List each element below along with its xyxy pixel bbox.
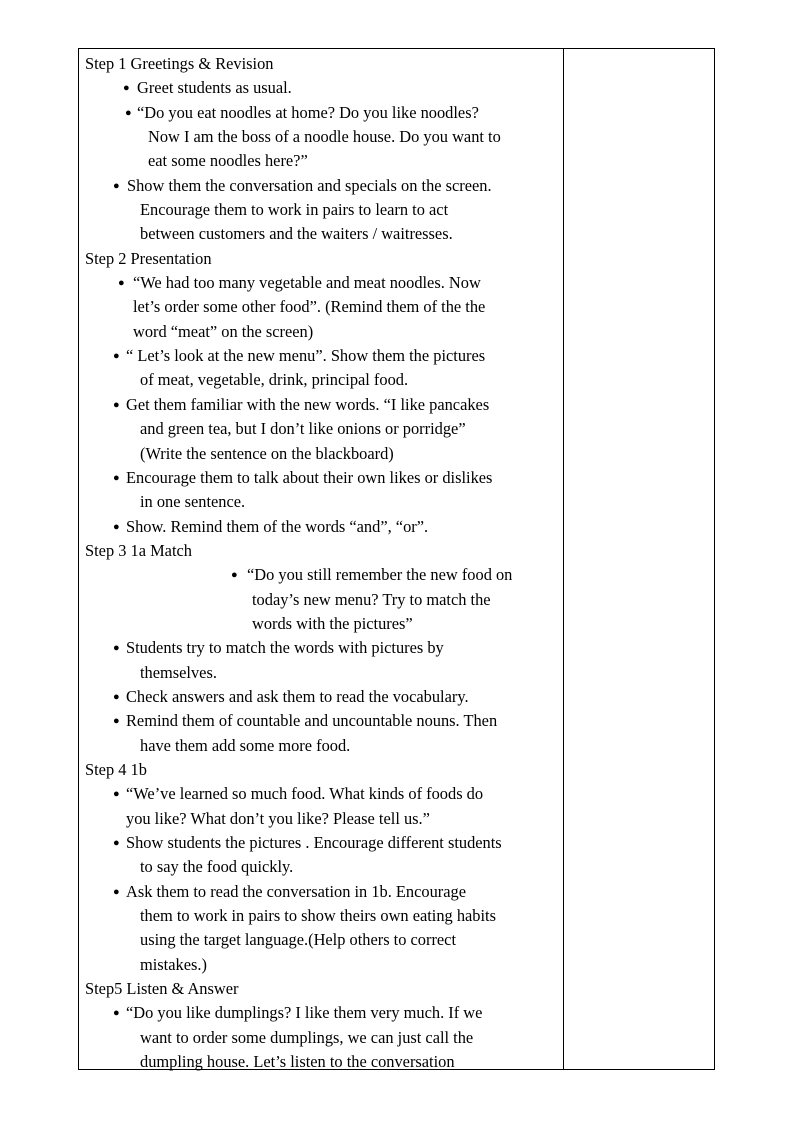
bullet-text: Ask them to read the conversation in 1b. Encourage (126, 881, 467, 901)
bullet-icon: ● (113, 520, 120, 533)
bullet-text: eat some noodles here?” (148, 151, 308, 171)
continuation-line (85, 295, 559, 319)
bullet-line (85, 563, 559, 587)
bullet-text: Now I am the boss of a noodle house. Do you want to (148, 127, 501, 147)
continuation-line (85, 588, 559, 612)
bullet-text: let’s order some other food”. (Remind them of the the (133, 297, 486, 317)
bullet-text: Encourage them to work in pairs to learn to act (140, 200, 449, 220)
step-title: Step5 Listen & Answer (85, 979, 239, 999)
step-title: Step 3 1a Match (85, 540, 192, 560)
bullet-text: Show. Remind them of the words “and”, “or”. (126, 516, 429, 536)
bullet-text: “Do you eat noodles at home? Do you like noodles? (137, 102, 479, 122)
bullet-icon: ● (113, 837, 120, 849)
bullet-text: you like? What don’t you like? Please tell us.” (126, 808, 430, 828)
bullet-icon: ● (118, 277, 125, 290)
bullet-line (85, 709, 559, 733)
bullet-icon: ● (113, 715, 120, 728)
bullet-text: Show them the conversation and specials on the screen. (127, 175, 492, 195)
bullet-text: want to order some dumplings, we can just call the (140, 1027, 474, 1047)
bullet-icon: ● (113, 642, 120, 655)
lesson-table (78, 48, 715, 1070)
bullet-line (85, 344, 559, 368)
bullet-text: mistakes.) (140, 954, 207, 974)
continuation-line (85, 661, 559, 685)
bullet-line (85, 685, 559, 709)
step-title: Step 4 1b (85, 759, 147, 779)
continuation-line (85, 442, 559, 466)
bullet-icon: ● (113, 350, 120, 363)
bullet-text: to say the food quickly. (140, 857, 294, 877)
bullet-text: word “meat” on the screen) (133, 321, 314, 341)
step-heading (85, 52, 559, 76)
bullet-text: in one sentence. (140, 492, 246, 512)
bullet-text: have them add some more food. (140, 735, 351, 755)
bullet-line (85, 515, 559, 539)
bullet-text: between customers and the waiters / waitresses. (140, 224, 453, 244)
continuation-line (85, 490, 559, 514)
bullet-text: “Do you like dumplings? I like them very much. If we (126, 1003, 483, 1023)
bullet-line (85, 880, 559, 904)
bullet-icon: ● (113, 788, 120, 801)
procedure-cell (85, 52, 559, 1074)
continuation-line (85, 222, 559, 246)
continuation-line (85, 417, 559, 441)
bullet-icon: ● (125, 106, 132, 119)
continuation-line (85, 320, 559, 344)
bullet-text: of meat, vegetable, drink, principal food. (140, 370, 409, 390)
bullet-text: using the target language.(Help others to correct (140, 930, 457, 950)
step-heading (85, 758, 559, 782)
bullet-line (85, 101, 559, 125)
continuation-line (85, 368, 559, 392)
bullet-text: Remind them of countable and uncountable nouns. Then (126, 711, 498, 731)
bullet-icon: ● (113, 690, 120, 703)
continuation-line (85, 855, 559, 879)
continuation-line (85, 807, 559, 831)
bullet-icon: ● (231, 569, 238, 582)
bullet-line (85, 782, 559, 806)
bullet-line (85, 174, 559, 198)
continuation-line (85, 904, 559, 928)
bullet-icon: ● (113, 179, 120, 192)
bullet-text: words with the pictures” (252, 613, 413, 633)
bullet-line (85, 76, 559, 100)
bullet-text: today’s new menu? Try to match the (252, 589, 491, 609)
continuation-line (85, 125, 559, 149)
bullet-text: “We’ve learned so much food. What kinds of foods do (126, 784, 484, 804)
bullet-icon: ● (123, 82, 130, 95)
step-title: Step 1 Greetings & Revision (85, 54, 274, 73)
continuation-line (85, 612, 559, 636)
bullet-text: “Do you still remember the new food on (247, 565, 513, 585)
step-title: Step 2 Presentation (85, 248, 212, 268)
bullet-text: (Write the sentence on the blackboard) (140, 443, 394, 463)
bullet-text: dumpling house. Let’s listen to the conversation (140, 1052, 455, 1072)
bullet-text: Greet students as usual. (137, 78, 292, 98)
bullet-line (85, 831, 559, 855)
bullet-text: Students try to match the words with pictures by (126, 638, 444, 658)
notes-cell (564, 49, 714, 1069)
continuation-line (85, 149, 559, 173)
bullet-text: Show students the pictures . Encourage different students (126, 833, 502, 852)
bullet-text: Encourage them to talk about their own likes or dislikes (126, 467, 493, 487)
continuation-line (85, 198, 559, 222)
bullet-text: “ Let’s look at the new menu”. Show them the pictures (126, 346, 486, 366)
step-heading (85, 247, 559, 271)
bullet-text: Check answers and ask them to read the vocabulary. (126, 686, 469, 706)
bullet-text: “We had too many vegetable and meat noodles. Now (133, 273, 481, 293)
bullet-icon: ● (113, 398, 120, 411)
bullet-text: themselves. (140, 662, 217, 682)
bullet-icon: ● (113, 471, 120, 484)
bullet-text: Get them familiar with the new words. “I like pancakes (126, 394, 490, 414)
bullet-line (85, 466, 559, 490)
continuation-line (85, 734, 559, 758)
bullet-line (85, 393, 559, 417)
bullet-icon: ● (113, 1007, 120, 1020)
bullet-line (85, 636, 559, 660)
step-heading (85, 977, 559, 1001)
bullet-line (85, 1001, 559, 1025)
continuation-line (85, 928, 559, 952)
step-heading (85, 539, 559, 563)
bullet-line (85, 271, 559, 295)
continuation-line (85, 1050, 559, 1074)
bullet-text: and green tea, but I don’t like onions or porridge” (140, 419, 466, 439)
bullet-text: them to work in pairs to show theirs own eating habits (140, 906, 496, 926)
bullet-icon: ● (113, 885, 120, 898)
continuation-line (85, 953, 559, 977)
continuation-line (85, 1026, 559, 1050)
